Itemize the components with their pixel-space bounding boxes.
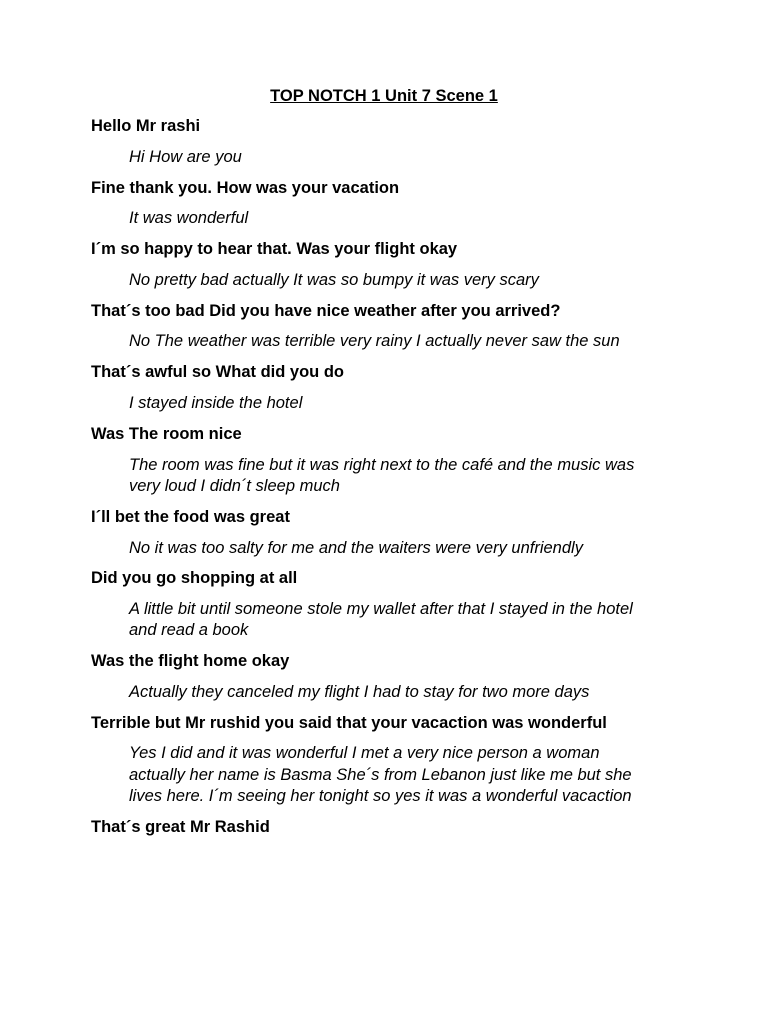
answer-line: A little bit until someone stole my wallet after that I stayed in the hotel bbox=[129, 600, 633, 618]
question-line: Did you go shopping at all bbox=[91, 569, 298, 587]
answer-line: No it was too salty for me and the waiters were very unfriendly bbox=[129, 539, 583, 557]
question-line: That´s great Mr Rashid bbox=[91, 818, 270, 836]
answer-line: The room was fine but it was right next to the café and the music was bbox=[129, 456, 635, 474]
answer-line-continued: very loud I didn´t sleep much bbox=[129, 477, 340, 495]
question-line: Terrible but Mr rushid you said that your vacaction was wonderful bbox=[91, 714, 607, 732]
answer-line: It was wonderful bbox=[129, 209, 249, 227]
answer-line-continued: and read a book bbox=[129, 621, 249, 639]
answer-line-continued: lives here. I´m seeing her tonight so yes it was a wonderful vacaction bbox=[129, 787, 632, 805]
question-line: Was The room nice bbox=[91, 425, 242, 443]
page-title: TOP NOTCH 1 Unit 7 Scene 1 bbox=[270, 87, 498, 105]
question-line: Fine thank you. How was your vacation bbox=[91, 179, 400, 197]
answer-line: I stayed inside the hotel bbox=[129, 394, 303, 412]
answer-line-continued: actually her name is Basma She´s from Lebanon just like me but she bbox=[129, 766, 632, 784]
question-line: Was the flight home okay bbox=[91, 652, 290, 670]
question-line: I´ll bet the food was great bbox=[91, 508, 290, 526]
answer-line: Actually they canceled my flight I had to stay for two more days bbox=[129, 683, 590, 701]
question-line: Hello Mr rashi bbox=[91, 117, 201, 135]
answer-line: Yes I did and it was wonderful I met a very nice person a woman bbox=[129, 744, 600, 762]
answer-line: No pretty bad actually It was so bumpy it was very scary bbox=[129, 271, 539, 289]
question-line: That´s too bad Did you have nice weather after you arrived? bbox=[91, 302, 561, 320]
answer-line: Hi How are you bbox=[129, 148, 242, 166]
question-line: I´m so happy to hear that. Was your flight okay bbox=[91, 240, 458, 258]
question-line: That´s awful so What did you do bbox=[91, 363, 344, 381]
answer-line: No The weather was terrible very rainy I actually never saw the sun bbox=[129, 332, 620, 350]
